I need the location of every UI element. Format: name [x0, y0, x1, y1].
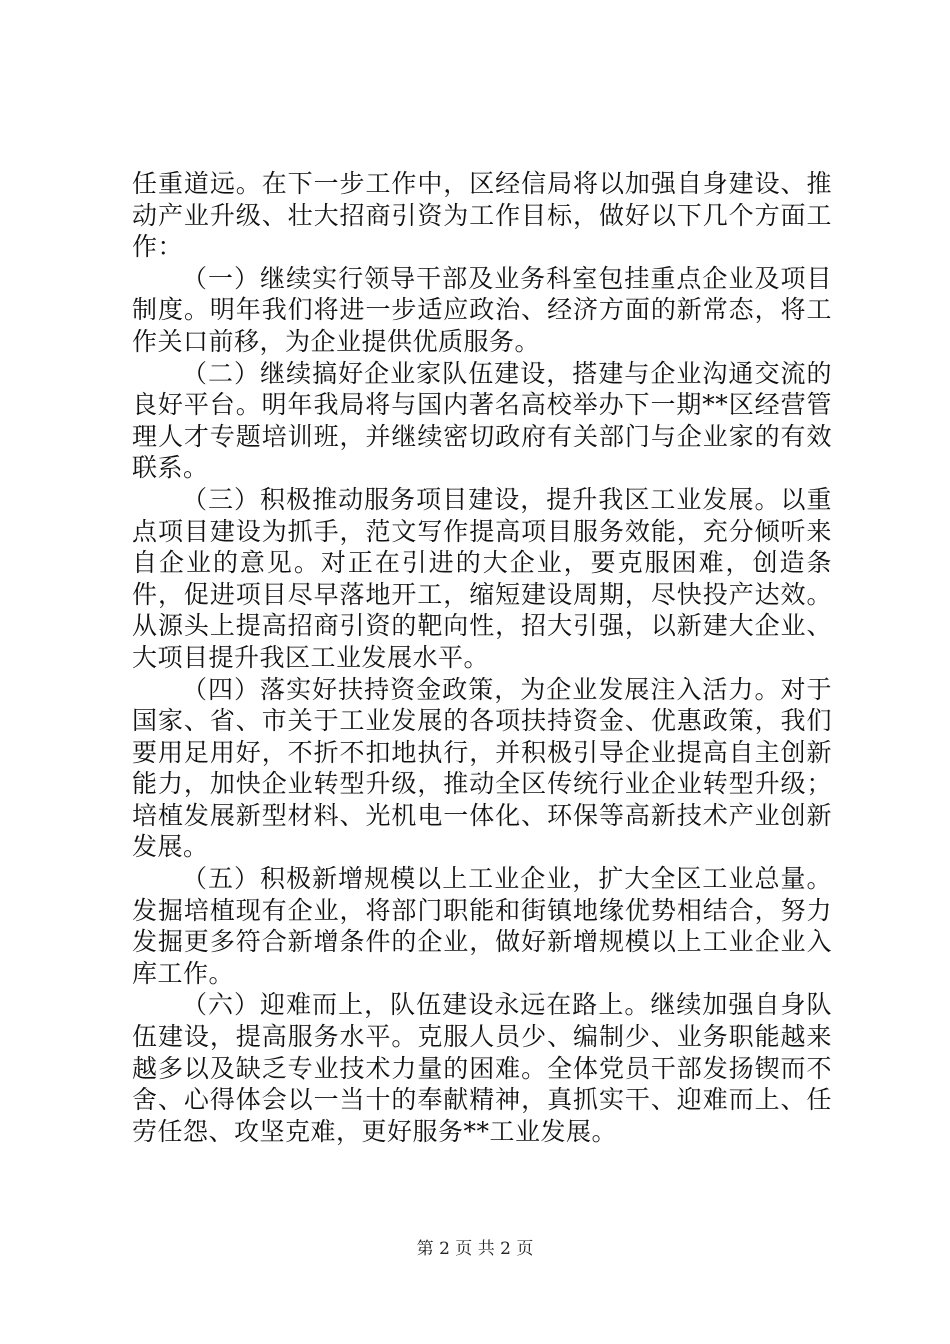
paragraph-item-5: （五）积极新增规模以上工业企业，扩大全区工业总量。发掘培植现有企业，将部门职能和街镇地缘优势相结合，努力发掘更多符合新增条件的企业，做好新增规模以上工业企业入库工作。: [132, 864, 832, 988]
paragraph-item-1: （一）继续实行领导干部及业务科室包挂重点企业及项目制度。明年我们将进一步适应政治、经济方面的新常态，将工作关口前移，为企业提供优质服务。: [132, 263, 832, 356]
paragraph-item-3: （三）积极推动服务项目建设，提升我区工业发展。以重点项目建设为抓手，范文写作提高项目服务效能，充分倾听来自企业的意见。对正在引进的大企业，要克服困难，创造条件，促进项目尽早落地开工，缩短建设周期，尽快投产达效。从源头上提高招商引资的靶向性，招大引强，以新建大企业、大项目提升我区工业发展水平。: [132, 484, 832, 672]
paragraph-item-4: （四）落实好扶持资金政策，为企业发展注入活力。对于国家、省、市关于工业发展的各项扶持资金、优惠政策，我们要用足用好，不折不扣地执行，并积极引导企业提高自主创新能力，加快企业转型升级，推动全区传统行业企业转型升级；培植发展新型材料、光机电一体化、环保等高新技术产业创新发展。: [132, 674, 832, 862]
paragraph-item-2: （二）继续搞好企业家队伍建设，搭建与企业沟通交流的良好平台。明年我局将与国内著名高校举办下一期**区经营管理人才专题培训班，并继续密切政府有关部门与企业家的有效联系。: [132, 358, 832, 483]
continuation-paragraph: 任重道远。在下一步工作中，区经信局将以加强自身建设、推动产业升级、壮大招商引资为工作目标，做好以下几个方面工作：: [132, 169, 832, 262]
document-body: [132, 168, 832, 1147]
page-number-footer: 第 2 页 共 2 页: [416, 1239, 534, 1259]
paragraph-item-6: （六）迎难而上，队伍建设永远在路上。继续加强自身队伍建设，提高服务水平。克服人员少、编制少、业务职能越来越多以及缺乏专业技术力量的困难。全体党员干部发扬锲而不舍、心得体会以一当十的奉献精神，真抓实干、迎难而上、任劳任怨、攻坚克难，更好服务**工业发展。: [132, 990, 832, 1146]
